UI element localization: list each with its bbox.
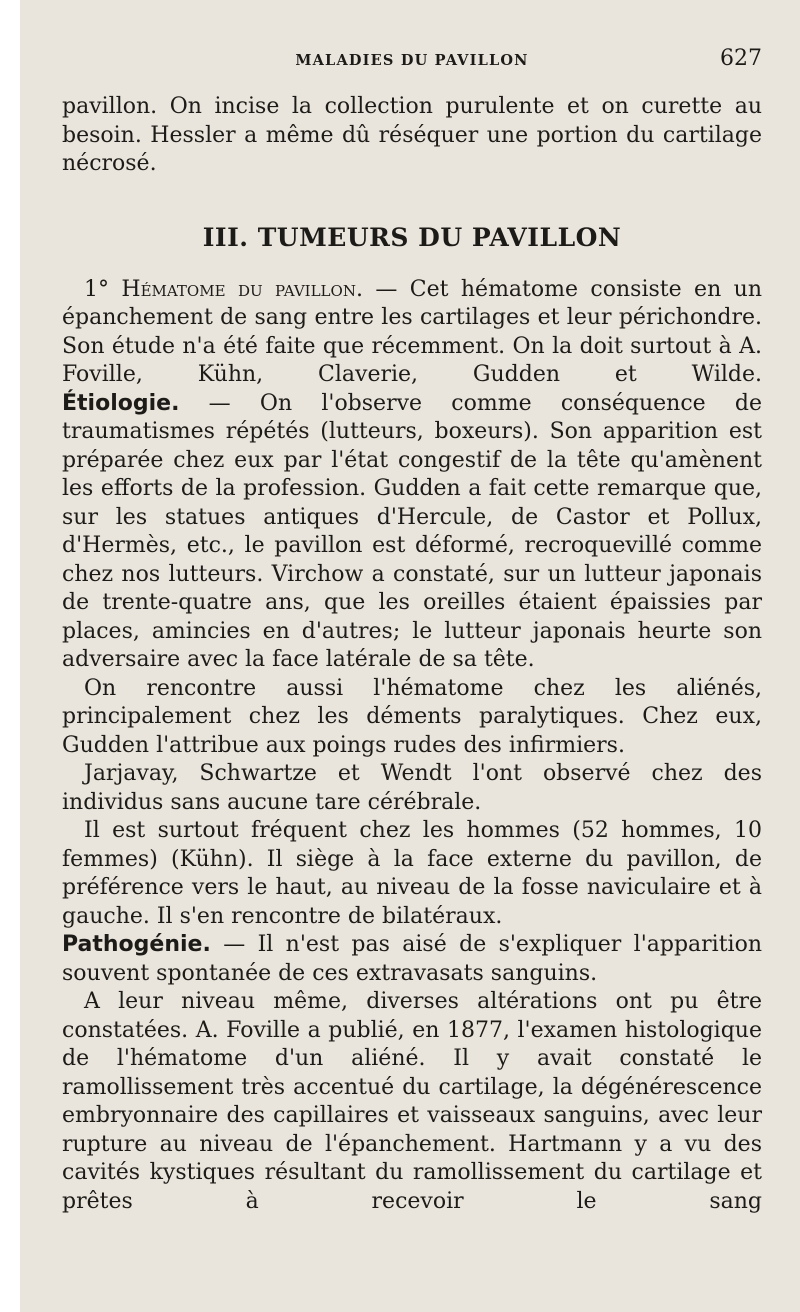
subsection-text: — Cet hématome consiste en un épanchement de sang entre les cartilages et leur périchondre. Son étude n'a été faite que récemment. On la doit surtout à A. Foville, Kühn, Claverie, Gudden et Wilde. — [62, 276, 762, 387]
running-title: MALADIES DU PAVILLON — [295, 52, 529, 69]
page-number: 627 — [720, 46, 762, 71]
subsection-paragraph — [62, 276, 762, 390]
paragraph-frequence: Il est surtout fréquent chez les hommes (52 hommes, 10 femmes) (Kühn). Il siège à la face externe du pavillon, de préférence vers le haut, au niveau de la fosse naviculaire et à gauche. Il s'en rencontre de bilatéraux. — [62, 818, 762, 929]
final-paragraph: A leur niveau même, diverses altérations ont pu être constatées. A. Foville a publié, en 1877, l'examen histologique de l'hématome d'un aliéné. Il y avait constaté le ramollissement très accentué du cartilage, la dégénérescence embryonnaire des capillaires et vaisseaux sanguins, avec leur rupture au niveau de l'épanchement. Hartmann y a vu des cavités kystiques résultant du ramollissement du cartilage et prêtes à recevoir le sang — [62, 989, 762, 1214]
pathogenie-paragraph — [62, 931, 762, 988]
subsection-title: Hématome du pavillon. — [121, 276, 363, 302]
etiologie-text: — On l'observe comme conséquence de traumatismes répétés (lutteurs, boxeurs). Son apparition est préparée chez eux par l'état congestif de la tête qu'amènent les efforts de la profession. Gudden a fait cette remarque que, sur les statues antiques d'Hercule, de Castor et Pollux, d'Hermès, etc., le pavillon est déformé, recroquevillé comme chez nos lutteurs. Virchow a constaté, sur un lutteur japonais de trente-quatre ans, que les oreilles étaient épaissies par places, amincies en d'autres; le lutteur japonais heurte son adversaire avec la face latérale de sa tête. — [62, 390, 762, 672]
etiologie-paragraph — [62, 390, 762, 675]
paragraph-jarjavay: Jarjavay, Schwartze et Wendt l'ont observé chez des individus sans aucune tare cérébrale. — [62, 761, 762, 815]
etiologie-heading: Étiologie. — [62, 390, 180, 416]
running-head — [62, 0, 762, 71]
intro-paragraph: pavillon. On incise la collection purulente et on curette au besoin. Hessler a même dû réséquer une portion du cartilage nécrosé. — [62, 94, 762, 176]
pathogenie-heading: Pathogénie. — [62, 932, 211, 957]
book-page — [20, 0, 800, 1312]
paragraph-alienes: On rencontre aussi l'hématome chez les aliénés, principalement chez les déments paralytiques. Chez eux, Gudden l'attribue aux poings rudes des infirmiers. — [62, 675, 762, 758]
pathogenie-text: — Il n'est pas aisé de s'expliquer l'apparition souvent spontanée de ces extravasats sanguins. — [62, 932, 762, 986]
text-block — [62, 0, 762, 1216]
subsection-number: 1° — [84, 276, 109, 302]
section-title: III. TUMEURS DU PAVILLON — [202, 222, 622, 252]
